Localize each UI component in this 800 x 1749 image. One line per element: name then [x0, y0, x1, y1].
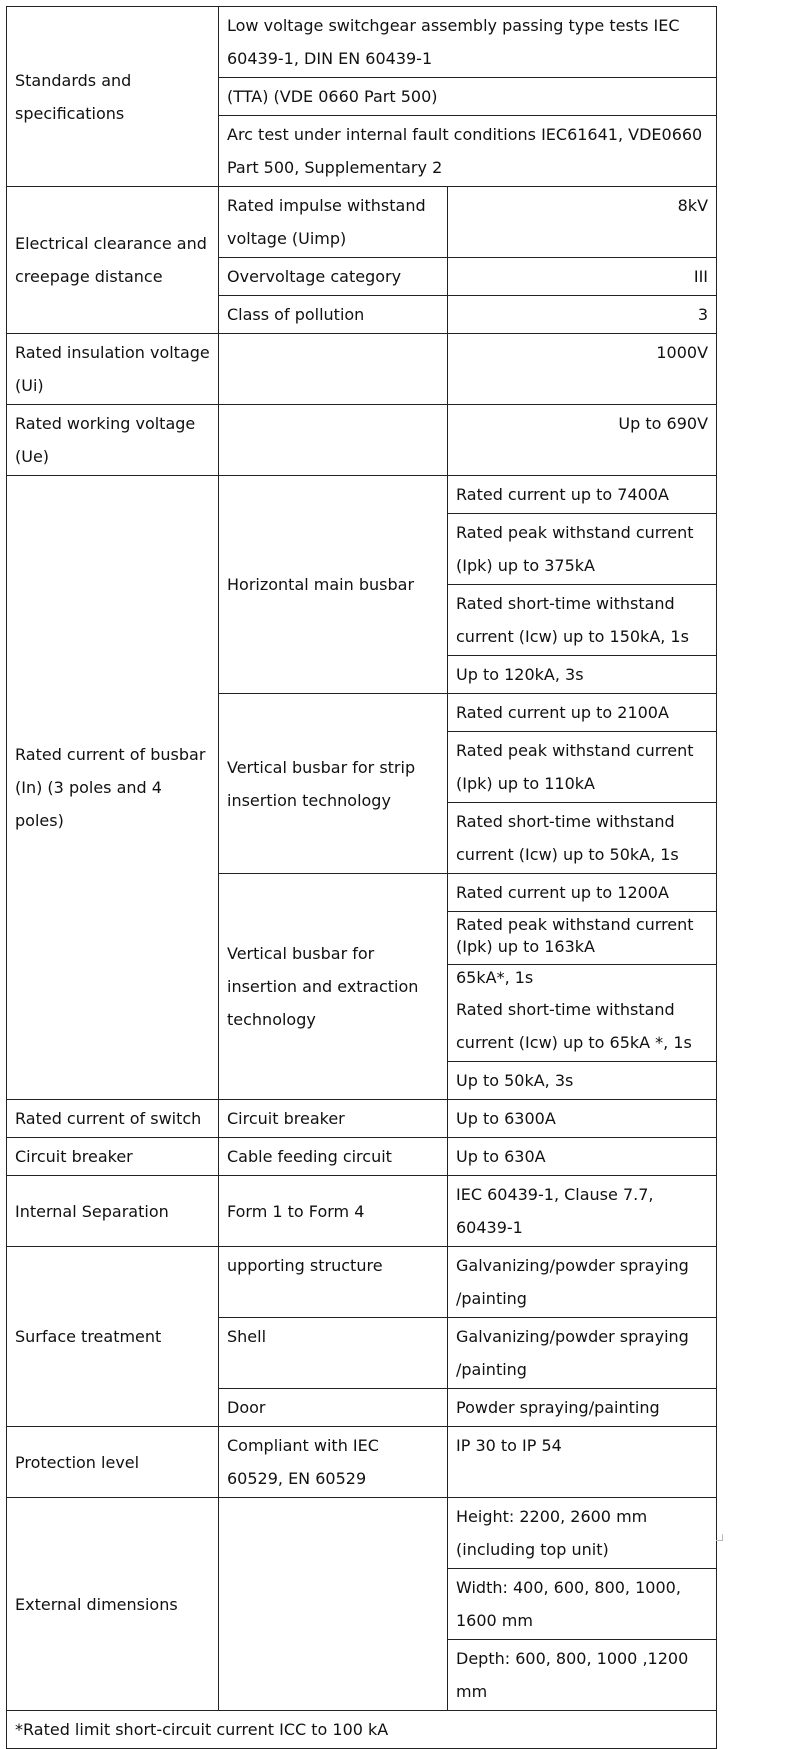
breaker-value: Up to 630A: [448, 1138, 717, 1176]
busbar-horizontal-name: Horizontal main busbar: [219, 476, 448, 694]
table-row: [7, 1138, 717, 1176]
table-row: [7, 1176, 717, 1247]
busbar-value: Up to 50kA, 3s: [448, 1062, 717, 1100]
busbar-value: Rated short-time withstand current (Icw) up to 65kA *, 1s: [448, 991, 717, 1062]
table-row: [7, 1247, 717, 1318]
clearance-item-name: Rated impulse withstand voltage (Uimp): [219, 187, 448, 258]
standards-value-3: Arc test under internal fault conditions IEC61641, VDE0660 Part 500, Supplementary 2: [219, 116, 717, 187]
insulation-empty-cell: [219, 334, 448, 405]
specification-table: [6, 6, 717, 1749]
surface-item-name: Door: [219, 1389, 448, 1427]
busbar-value: Up to 120kA, 3s: [448, 656, 717, 694]
table-row: [7, 334, 717, 405]
dimensions-empty-cell: [219, 1498, 448, 1711]
clearance-item-value: III: [448, 258, 717, 296]
table-row: [7, 1711, 717, 1749]
dimensions-value: Depth: 600, 800, 1000 ,1200 mm: [448, 1640, 717, 1711]
clearance-item-name: Class of pollution: [219, 296, 448, 334]
dimensions-label: External dimensions: [7, 1498, 219, 1711]
separation-name: Form 1 to Form 4: [219, 1176, 448, 1247]
table-row: [7, 476, 717, 514]
clearance-item-value: 8kV: [448, 187, 717, 258]
table-row: [7, 1498, 717, 1569]
busbar-value: Rated peak withstand current (Ipk) up to 110kA: [448, 732, 717, 803]
table-row: [7, 405, 717, 476]
busbar-label: Rated current of busbar (In) (3 poles and 4 poles): [7, 476, 219, 1100]
clearance-item-value: 3: [448, 296, 717, 334]
dimensions-value: Height: 2200, 2600 mm (including top unit): [448, 1498, 717, 1569]
busbar-value: Rated peak withstand current (Ipk) up to 375kA: [448, 514, 717, 585]
clearance-item-name: Overvoltage category: [219, 258, 448, 296]
protection-name: Compliant with IEC 60529, EN 60529: [219, 1427, 448, 1498]
table-row: [7, 7, 717, 78]
working-value: Up to 690V: [448, 405, 717, 476]
busbar-value: Rated current up to 2100A: [448, 694, 717, 732]
surface-item-name: upporting structure: [219, 1247, 448, 1318]
busbar-strip-name: Vertical busbar for strip insertion technology: [219, 694, 448, 874]
busbar-value: Rated peak withstand current (Ipk) up to 163kA: [448, 912, 717, 965]
switch-label: Rated current of switch: [7, 1100, 219, 1138]
working-label: Rated working voltage (Ue): [7, 405, 219, 476]
breaker-name: Cable feeding circuit: [219, 1138, 448, 1176]
dimensions-value: Width: 400, 600, 800, 1000, 1600 mm: [448, 1569, 717, 1640]
surface-label: Surface treatment: [7, 1247, 219, 1427]
standards-value-2: (TTA) (VDE 0660 Part 500): [219, 78, 717, 116]
table-row: [7, 1427, 717, 1498]
separation-label: Internal Separation: [7, 1176, 219, 1247]
switch-name: Circuit breaker: [219, 1100, 448, 1138]
clearance-label: Electrical clearance and creepage distance: [7, 187, 219, 334]
separation-value: IEC 60439-1, Clause 7.7, 60439-1: [448, 1176, 717, 1247]
breaker-label: Circuit breaker: [7, 1138, 219, 1176]
footnote: *Rated limit short-circuit current ICC to 100 kA: [7, 1711, 717, 1749]
table-row: [7, 1100, 717, 1138]
corner-mark: [716, 1534, 723, 1541]
surface-item-name: Shell: [219, 1318, 448, 1389]
busbar-value: Rated short-time withstand current (Icw) up to 150kA, 1s: [448, 585, 717, 656]
surface-item-value: Powder spraying/painting: [448, 1389, 717, 1427]
insulation-value: 1000V: [448, 334, 717, 405]
busbar-value: 65kA*, 1s: [448, 965, 717, 992]
busbar-value: Rated current up to 7400A: [448, 476, 717, 514]
insulation-label: Rated insulation voltage (Ui): [7, 334, 219, 405]
surface-item-value: Galvanizing/powder spraying /painting: [448, 1247, 717, 1318]
standards-label: Standards and specifications: [7, 7, 219, 187]
protection-label: Protection level: [7, 1427, 219, 1498]
switch-value: Up to 6300A: [448, 1100, 717, 1138]
protection-value: IP 30 to IP 54: [448, 1427, 717, 1498]
working-empty-cell: [219, 405, 448, 476]
standards-value-1: Low voltage switchgear assembly passing type tests IEC 60439-1, DIN EN 60439-1: [219, 7, 717, 78]
table-row: [7, 187, 717, 258]
surface-item-value: Galvanizing/powder spraying /painting: [448, 1318, 717, 1389]
busbar-value: Rated short-time withstand current (Icw) up to 50kA, 1s: [448, 803, 717, 874]
busbar-value: Rated current up to 1200A: [448, 874, 717, 912]
busbar-extraction-name: Vertical busbar for insertion and extraction technology: [219, 874, 448, 1100]
